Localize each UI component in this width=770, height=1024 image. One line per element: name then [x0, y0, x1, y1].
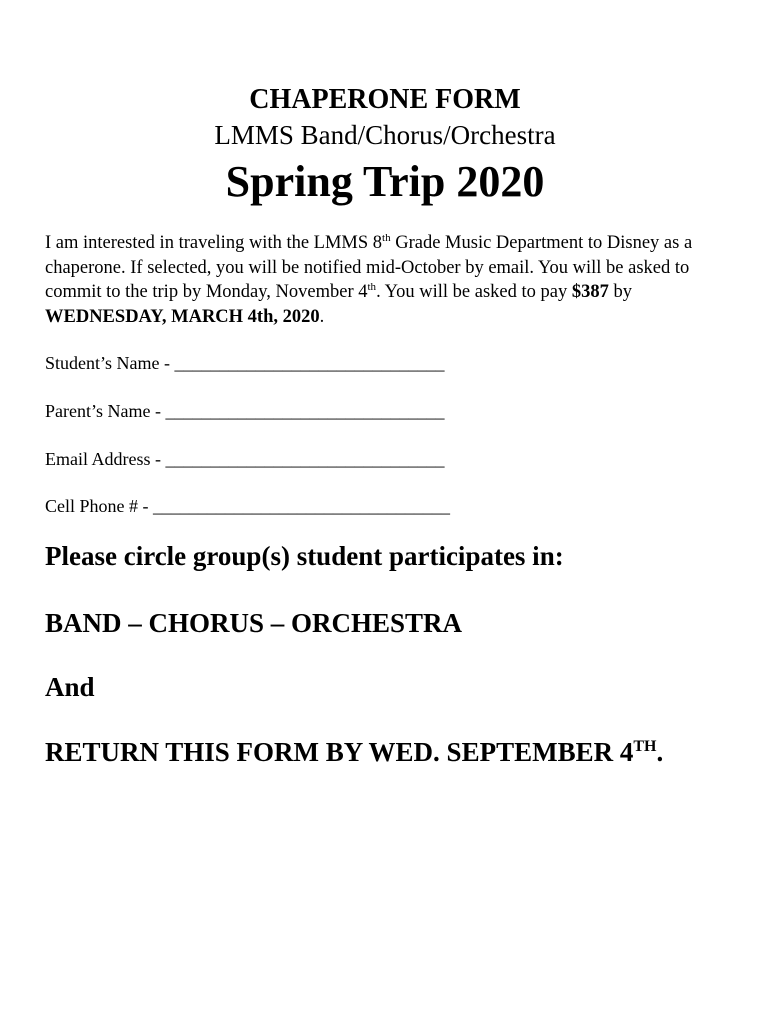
return-end: .: [656, 737, 664, 767]
return-text: RETURN THIS FORM BY WED. SEPTEMBER 4: [45, 737, 634, 767]
intro-text-2: Grade Music Department to Disney as a chaperone. If selected, you will be notified mid-October by email. You will be asked to commit to the trip by Monday, November 4: [45, 233, 693, 302]
payment-deadline: WEDNESDAY, MARCH 4th, 2020: [45, 306, 320, 327]
cell-phone-field[interactable]: Cell Phone # - _________________________________: [45, 496, 450, 516]
intro-sup-1: th: [382, 231, 391, 244]
event-title: Spring Trip 2020: [225, 157, 545, 206]
parent-name-field[interactable]: Parent’s Name - _______________________________: [45, 401, 445, 421]
return-deadline: [45, 735, 745, 769]
intro-sup-2: th: [367, 280, 377, 293]
form-subtitle: LMMS Band/Chorus/Orchestra: [214, 120, 556, 150]
group-options: BAND – CHORUS – ORCHESTRA: [45, 608, 463, 638]
circle-group-prompt: Please circle group(s) student participates in:: [45, 541, 564, 571]
intro-paragraph: [45, 231, 735, 329]
student-name-field[interactable]: Student’s Name - ______________________________: [45, 353, 445, 373]
and-text: And: [45, 672, 95, 702]
form-header: [0, 82, 770, 210]
intro-text-3: . You will be asked to pay: [376, 282, 572, 302]
return-sup: TH: [633, 738, 657, 755]
form-title: CHAPERONE FORM: [249, 84, 521, 115]
intro-text-4: by: [608, 282, 632, 302]
trip-cost: $387: [571, 282, 609, 302]
intro-text-1: I am interested in traveling with the LMMS 8: [45, 233, 383, 253]
email-address-field[interactable]: Email Address - _______________________________: [45, 449, 445, 469]
intro-text-5: .: [319, 306, 325, 327]
